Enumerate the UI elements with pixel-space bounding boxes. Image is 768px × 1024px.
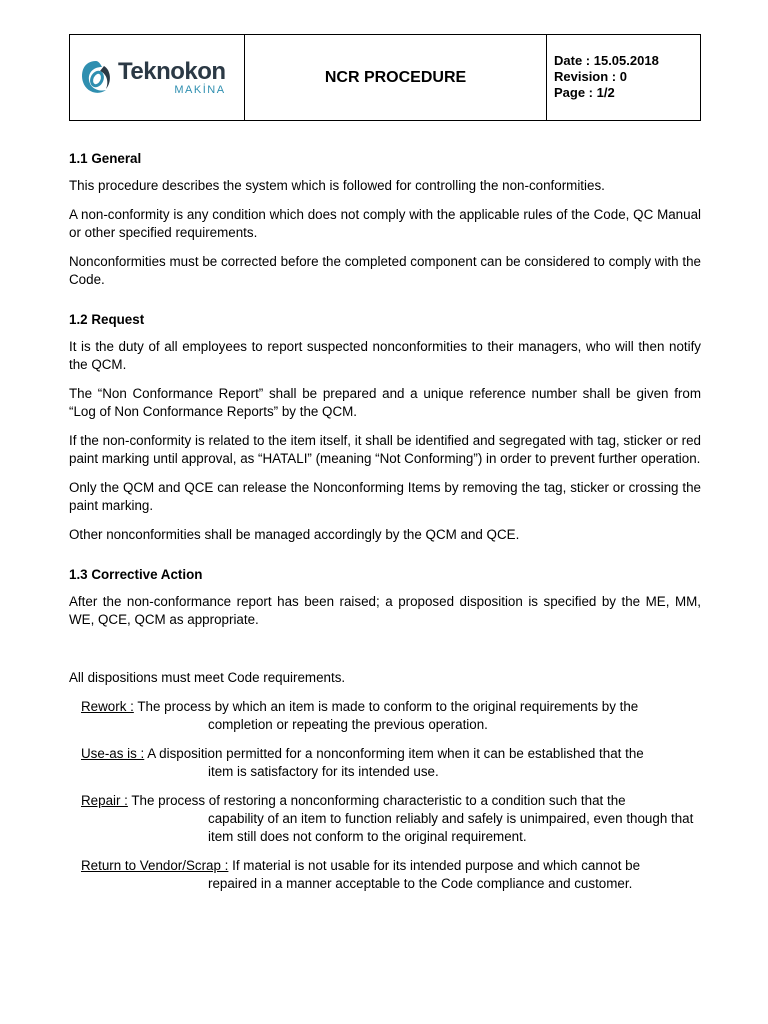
paragraph: After the non-conformance report has been raised; a proposed disposition is specified by the ME, MM, WE, QCE, QCM as appropriate.	[69, 594, 701, 627]
teknokon-logo-icon	[78, 58, 114, 98]
document-body	[69, 150, 701, 904]
disposition-text: If material is not usable for its intended purpose and which cannot be	[232, 858, 641, 873]
disposition-repair	[81, 792, 701, 846]
document-header	[69, 34, 701, 121]
disposition-term: Rework :	[81, 699, 134, 714]
revision-field: Revision : 0	[554, 69, 627, 84]
section-corrective-action-heading: 1.3 Corrective Action	[69, 567, 203, 582]
brand-subtitle: MAKİNA	[174, 83, 226, 96]
paragraph: A non-conformity is any condition which does not comply with the applicable rules of the Code, QC Manual or other specified requirements.	[69, 207, 701, 240]
disposition-text: A disposition permitted for a nonconforming item when it can be established that the	[147, 746, 644, 761]
paragraph: The “Non Conformance Report” shall be prepared and a unique reference number shall be given from “Log of Non Conformance Reports” by the QCM.	[69, 386, 701, 419]
paragraph: Other nonconformities shall be managed accordingly by the QCM and QCE.	[69, 527, 520, 542]
title-cell	[245, 35, 547, 120]
paragraph: If the non-conformity is related to the item itself, it shall be identified and segregated with tag, sticker or red paint marking until approval, as “HATALI” (meaning “Not Conforming”) in order to prevent further operation.	[69, 433, 701, 466]
disposition-text: The process by which an item is made to conform to the original requirements by the	[137, 699, 639, 714]
disposition-text-cont: item is satisfactory for its intended use.	[208, 764, 439, 779]
section-general-heading: 1.1 General	[69, 151, 142, 166]
section-request-heading: 1.2 Request	[69, 312, 145, 327]
brand-name: Teknokon	[118, 57, 226, 85]
paragraph: Nonconformities must be corrected before the completed component can be considered to comply with the Code.	[69, 254, 701, 287]
paragraph: This procedure describes the system which is followed for controlling the non-conformities.	[69, 178, 605, 193]
disposition-term: Use-as is :	[81, 746, 145, 761]
disposition-term: Repair :	[81, 793, 128, 808]
paragraph: All dispositions must meet Code requirements.	[69, 670, 346, 685]
disposition-text-cont: repaired in a manner acceptable to the Code compliance and customer.	[208, 876, 633, 891]
disposition-text-cont: capability of an item to function reliably and safely is unimpaired, even though that item still does not conform to the original requirement.	[208, 811, 694, 844]
disposition-rework	[81, 698, 701, 734]
disposition-return-to-vendor-scrap	[81, 857, 701, 893]
meta-cell	[547, 35, 700, 120]
disposition-use-as-is	[81, 745, 701, 781]
page-field: Page : 1/2	[554, 85, 615, 100]
paragraph: Only the QCM and QCE can release the Nonconforming Items by removing the tag, sticker or crossing the paint marking.	[69, 480, 701, 513]
document-title: NCR PROCEDURE	[324, 68, 467, 86]
paragraph: It is the duty of all employees to report suspected nonconformities to their managers, who will then notify the QCM.	[69, 339, 701, 372]
disposition-term: Return to Vendor/Scrap :	[81, 858, 229, 873]
disposition-text: The process of restoring a nonconforming characteristic to a condition such that the	[131, 793, 626, 808]
date-field: Date : 15.05.2018	[554, 53, 659, 68]
disposition-text-cont: completion or repeating the previous operation.	[208, 717, 488, 732]
logo-cell	[70, 35, 245, 120]
